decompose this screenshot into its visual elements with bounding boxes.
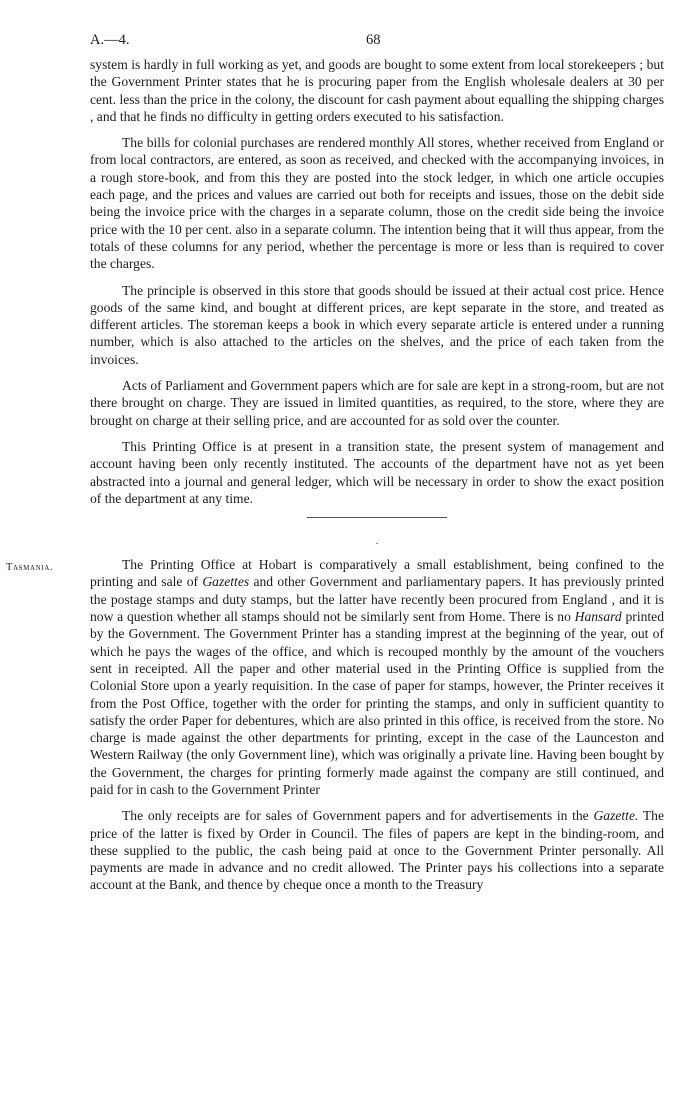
text-run: The price of the latter is fixed by Order in Council. The files of papers are kept in the binding-room, and these supplied to the public, the cash being paid at once to the Government Printer personally. All payments are made in advance and no credit allowed. The Printer pays his collections into a separate account at the Bank, and thence by cheque once a month to the Treasury	[90, 808, 664, 893]
paragraph	[90, 556, 664, 798]
paragraph: This Printing Office is at present in a transition state, the present system of management and account having been only recently instituted. The accounts of the department have not as yet been abstracted into a journal and general ledger, which will be necessary in order to show the exact position of the department at any time.	[90, 438, 664, 506]
paragraph: The principle is observed in this store that goods should be issued at their actual cost price. Hence goods of the same kind, and bought at different prices, are kept separate in the store, and treated as different articles. The storeman keeps a book in which every separate article is entered under a running number, which is also attached to the articles on the shelves, and the price of each taken from the invoices.	[90, 282, 664, 367]
italic-term: Gazette.	[593, 808, 639, 824]
italic-term: Hansard	[574, 609, 622, 625]
text-run: The only receipts are for sales of Government papers and for advertisements in the	[122, 808, 594, 824]
text-run: printed by the Government. The Government Printer has a standing imprest at the beginning of the year, out of which he pays the wages of the office, and which is recouped monthly by the amount of the vouchers sent in receipted. All the paper and other material used in the Printing Office is supplied from the Colonial Store upon a yearly requisition. In the case of paper for stamps, however, the Printer receives it from the Post Office, together with the order for printing the stamps, and only in sufficient quantity to satisfy the order Paper for debentures, which are also printed in this office, is received from the store. No charge is made against the other departments for printing, except in the case of the Launceston and Western Railway (the only Government line), which was originally a private line. Having been bought by the Government, the charges for printing formerly made against the company are still continued, and paid for in cash to the Government Printer	[90, 609, 664, 797]
body-text	[6, 56, 664, 903]
text-run: and other Government and parliamentary papers. It has previously printed the postage stamps and duty stamps, but the latter have recently been procured from England , and it is now a question whether all stamps should not be similarly sent from Home. There is no	[90, 574, 664, 625]
italic-term: Gazettes	[202, 574, 250, 590]
margin-label-tasmania: Tasmania.	[6, 562, 54, 574]
divider-dot: ·	[375, 539, 379, 551]
paragraph: Acts of Parliament and Government papers which are for sale are kept in a strong-room, but are not there brought on charge. They are issued in limited quantities, as required, to the store, where they are brought on charge at their selling price, and are accounted for as sold over the counter.	[90, 378, 664, 428]
page-number: 68	[366, 32, 381, 48]
document-reference: A.—4.	[90, 32, 130, 48]
text-run: The Printing Office at Hobart is comparatively a small establishment, being confined to the printing and sale of	[90, 557, 664, 590]
tasmania-section	[6, 556, 664, 894]
paragraph: system is hardly in full working as yet, and goods are bought to some extent from local storekeepers ; but the Government Printer states that he is procuring paper from the English wholesale dealers at 30 per cent. less than the price in the colony, the discount for cash payment about equalling the shipping charges , and that he finds no difficulty in getting orders executed to his satisfaction.	[90, 57, 664, 124]
section-divider	[307, 517, 447, 518]
paragraph	[90, 807, 664, 893]
paragraph: The bills for colonial purchases are rendered monthly All stores, whether received from England or from local contractors, are entered, as soon as received, and checked with the accompanying invoices, in a rough store-book, and from this they are posted into the stock ledger, in which one article occupies each page, and the prices and values are carried out both for receipts and issues, those on the debit side being the invoice price with the charges in a separate column, those on the credit side being the invoice price with the 10 per cent. also in a separate column. The intention being that it will thus appear, from the totals of these columns for any period, whether the percentage is more or less than is required to cover the charges.	[90, 135, 664, 272]
page-header	[90, 32, 570, 50]
